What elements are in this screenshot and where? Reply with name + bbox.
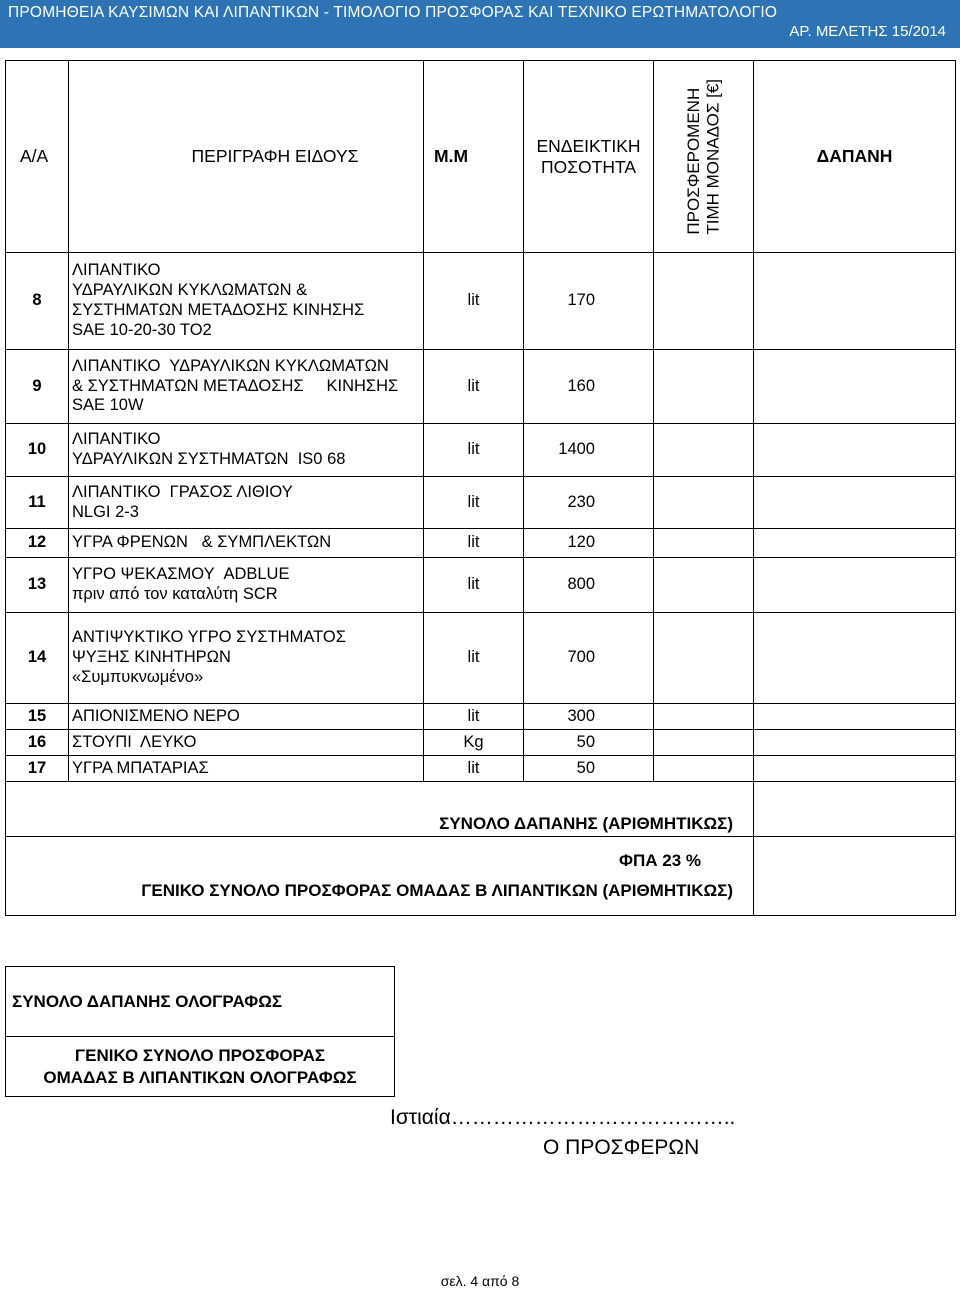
words-sum-label: ΣΥΝΟΛΟ ΔΑΠΑΝΗΣ ΟΛΟΓΡΑΦΩΣ — [6, 967, 395, 1037]
row-description — [69, 613, 424, 704]
vat-grand-label — [6, 837, 754, 916]
page-number: σελ. 4 από 8 — [440, 1273, 520, 1289]
row-unit: lit — [424, 613, 524, 704]
description-line: SAE 10-20-30 TO2 — [72, 320, 212, 339]
description-line: ΣΥΣΤΗΜΑΤΩΝ ΜΕΤΑΔΟΣΗΣ ΚΙΝΗΣΗΣ — [72, 301, 365, 319]
row-description — [69, 558, 424, 613]
table-row — [6, 704, 956, 730]
row-quantity: 170 — [524, 253, 654, 350]
table-row — [6, 613, 956, 704]
row-unit-price — [654, 756, 754, 782]
table-row — [6, 558, 956, 613]
words-sum-box — [5, 966, 395, 1037]
row-quantity: 300 — [524, 704, 654, 730]
row-quantity: 700 — [524, 613, 654, 704]
row-unit: lit — [424, 756, 524, 782]
col-header-unit-price: ΠΡΟΣΦΕΡΟΜΕΝΗ ΤΙΜΗ ΜΟΝΑΔΟΣ [€] — [654, 61, 754, 253]
signature-role: Ο ΠΡΟΣΦΕΡΩΝ — [543, 1136, 700, 1159]
document-header — [0, 0, 960, 48]
row-cost — [754, 424, 956, 477]
row-description — [69, 253, 424, 350]
study-number: ΑΡ. ΜΕΛΕΤΗΣ 15/2014 — [789, 23, 946, 40]
description-line: ΥΔΡΑΥΛΙΚΩΝ ΣΥΣΤΗΜΑΤΩΝ IS0 68 — [72, 450, 346, 468]
description-line: ΛΙΠΑΝΤΙΚΟ — [72, 261, 161, 280]
row-quantity: 160 — [524, 350, 654, 424]
row-number: 14 — [6, 613, 69, 704]
row-description — [69, 350, 424, 424]
description-line: NLGI 2-3 — [72, 502, 139, 521]
row-unit: lit — [424, 529, 524, 558]
row-unit: lit — [424, 558, 524, 613]
row-cost — [754, 558, 956, 613]
description-line: SAE 10W — [72, 396, 144, 415]
row-unit: lit — [424, 704, 524, 730]
row-unit-price — [654, 529, 754, 558]
description-line: ΥΓΡΟ ΨΕΚΑΣΜΟΥ ADBLUE — [72, 565, 290, 584]
table-row — [6, 477, 956, 529]
row-unit-price — [654, 730, 754, 756]
description-line: ΑΝΤΙΨΥΚΤΙΚΟ ΥΓΡΟ ΣΥΣΤΗΜΑΤΟΣ — [72, 628, 346, 647]
row-unit-price — [654, 704, 754, 730]
row-cost — [754, 613, 956, 704]
description-line: «Συμπυκνωμένο» — [72, 667, 204, 686]
row-unit-price — [654, 253, 754, 350]
table-row — [6, 756, 956, 782]
table-row — [6, 730, 956, 756]
row-cost — [754, 529, 956, 558]
row-cost — [754, 253, 956, 350]
grand-total-value — [754, 837, 956, 916]
row-cost — [754, 704, 956, 730]
row-description — [69, 730, 424, 756]
row-number: 16 — [6, 730, 69, 756]
grand-total-label: ΓΕΝΙΚΟ ΣΥΝΟΛΟ ΠΡΟΣΦΟΡΑΣ ΟΜΑΔΑΣ Β ΛΙΠΑΝΤΙΚΩΝ (ΑΡΙΘΜΗΤΙΚΩΣ) — [141, 881, 733, 900]
table-row — [6, 253, 956, 350]
words-grand-label: ΓΕΝΙΚΟ ΣΥΝΟΛΟ ΠΡΟΣΦΟΡΑΣ ΟΜΑΔΑΣ Β ΛΙΠΑΝΤΙΚΩΝ ΟΛΟΓΡΑΦΩΣ — [6, 1037, 395, 1097]
table-header-row — [6, 61, 956, 253]
sum-row — [6, 782, 956, 837]
signature-place: Ιστιαία………………………………….. — [390, 1106, 736, 1129]
description-line: ΛΙΠΑΝΤΙΚΟ ΥΔΡΑΥΛΙΚΩΝ ΚΥΚΛΩΜΑΤΩΝ — [72, 356, 389, 375]
row-unit-price — [654, 613, 754, 704]
row-unit: lit — [424, 253, 524, 350]
words-grand-box — [5, 1036, 395, 1097]
row-description — [69, 529, 424, 558]
row-unit-price — [654, 424, 754, 477]
row-quantity: 120 — [524, 529, 654, 558]
sum-label: ΣΥΝΟΛΟ ΔΑΠΑΝΗΣ (ΑΡΙΘΜΗΤΙΚΩΣ) — [6, 782, 754, 837]
description-line: ΛΙΠΑΝΤΙΚΟ — [72, 430, 161, 449]
table-row — [6, 424, 956, 477]
document-title: ΠΡΟΜΗΘΕΙΑ ΚΑΥΣΙΜΩΝ ΚΑΙ ΛΙΠΑΝΤΙΚΩΝ - ΤΙΜΟΛΟΓΙΟ ΠΡΟΣΦΟΡΑΣ ΚΑΙ ΤΕΧΝΙΚΟ ΕΡΩΤΗΜΑΤΟΛΟΓΙΟ — [8, 4, 778, 21]
row-quantity: 1400 — [524, 424, 654, 477]
col-header-quantity: ΕΝΔΕΙΚΤΙΚΗ ΠΟΣΟΤΗΤΑ — [524, 61, 654, 253]
description-line: ΨΥΞΗΣ ΚΙΝΗΤΗΡΩΝ — [72, 648, 231, 667]
row-quantity: 800 — [524, 558, 654, 613]
description-line: ΥΓΡΑ ΜΠΑΤΑΡΙΑΣ — [72, 758, 209, 777]
row-description — [69, 424, 424, 477]
row-unit: Kg — [424, 730, 524, 756]
row-cost — [754, 756, 956, 782]
row-cost — [754, 730, 956, 756]
row-unit-price — [654, 558, 754, 613]
row-description — [69, 756, 424, 782]
description-line: & ΣΥΣΤΗΜΑΤΩΝ ΜΕΤΑΔΟΣΗΣ ΚΙΝΗΣΗΣ — [72, 376, 399, 395]
table-row — [6, 529, 956, 558]
row-cost — [754, 350, 956, 424]
row-description — [69, 477, 424, 529]
col-header-cost: ΔΑΠΑΝΗ — [754, 61, 956, 253]
row-number: 9 — [6, 350, 69, 424]
vat-grand-row — [6, 837, 956, 916]
description-line: ΛΙΠΑΝΤΙΚΟ ΓΡΑΣΟΣ ΛΙΘΙΟΥ — [72, 482, 293, 501]
description-line: ΣΤΟΥΠΙ ΛΕΥΚΟ — [72, 732, 197, 751]
row-cost — [754, 477, 956, 529]
sum-value — [754, 782, 956, 837]
row-unit-price — [654, 477, 754, 529]
row-quantity: 230 — [524, 477, 654, 529]
row-number: 10 — [6, 424, 69, 477]
row-number: 12 — [6, 529, 69, 558]
row-number: 17 — [6, 756, 69, 782]
table-row — [6, 350, 956, 424]
row-number: 11 — [6, 477, 69, 529]
row-unit: lit — [424, 477, 524, 529]
col-header-description: ΠΕΡΙΓΡΑΦΗ ΕΙΔΟΥΣ — [69, 61, 424, 253]
pricing-table — [5, 60, 956, 916]
row-number: 15 — [6, 704, 69, 730]
row-quantity: 50 — [524, 730, 654, 756]
description-line: ΥΓΡΑ ΦΡΕΝΩΝ & ΣΥΜΠΛΕΚΤΩΝ — [72, 533, 332, 552]
col-header-aa: Α/Α — [6, 61, 69, 253]
description-line: ΑΠΙΟΝΙΣΜΕΝΟ ΝΕΡΟ — [72, 706, 240, 725]
row-number: 13 — [6, 558, 69, 613]
row-unit: lit — [424, 424, 524, 477]
description-line: ΥΔΡΑΥΛΙΚΩΝ ΚΥΚΛΩΜΑΤΩΝ & — [72, 281, 308, 300]
row-quantity: 50 — [524, 756, 654, 782]
row-number: 8 — [6, 253, 69, 350]
description-line: πριν από τον καταλύτη SCR — [72, 585, 278, 603]
row-unit: lit — [424, 350, 524, 424]
row-unit-price — [654, 350, 754, 424]
vat-label: ΦΠΑ 23 % — [619, 850, 701, 870]
col-header-unit: Μ.Μ — [424, 61, 524, 253]
row-description — [69, 704, 424, 730]
